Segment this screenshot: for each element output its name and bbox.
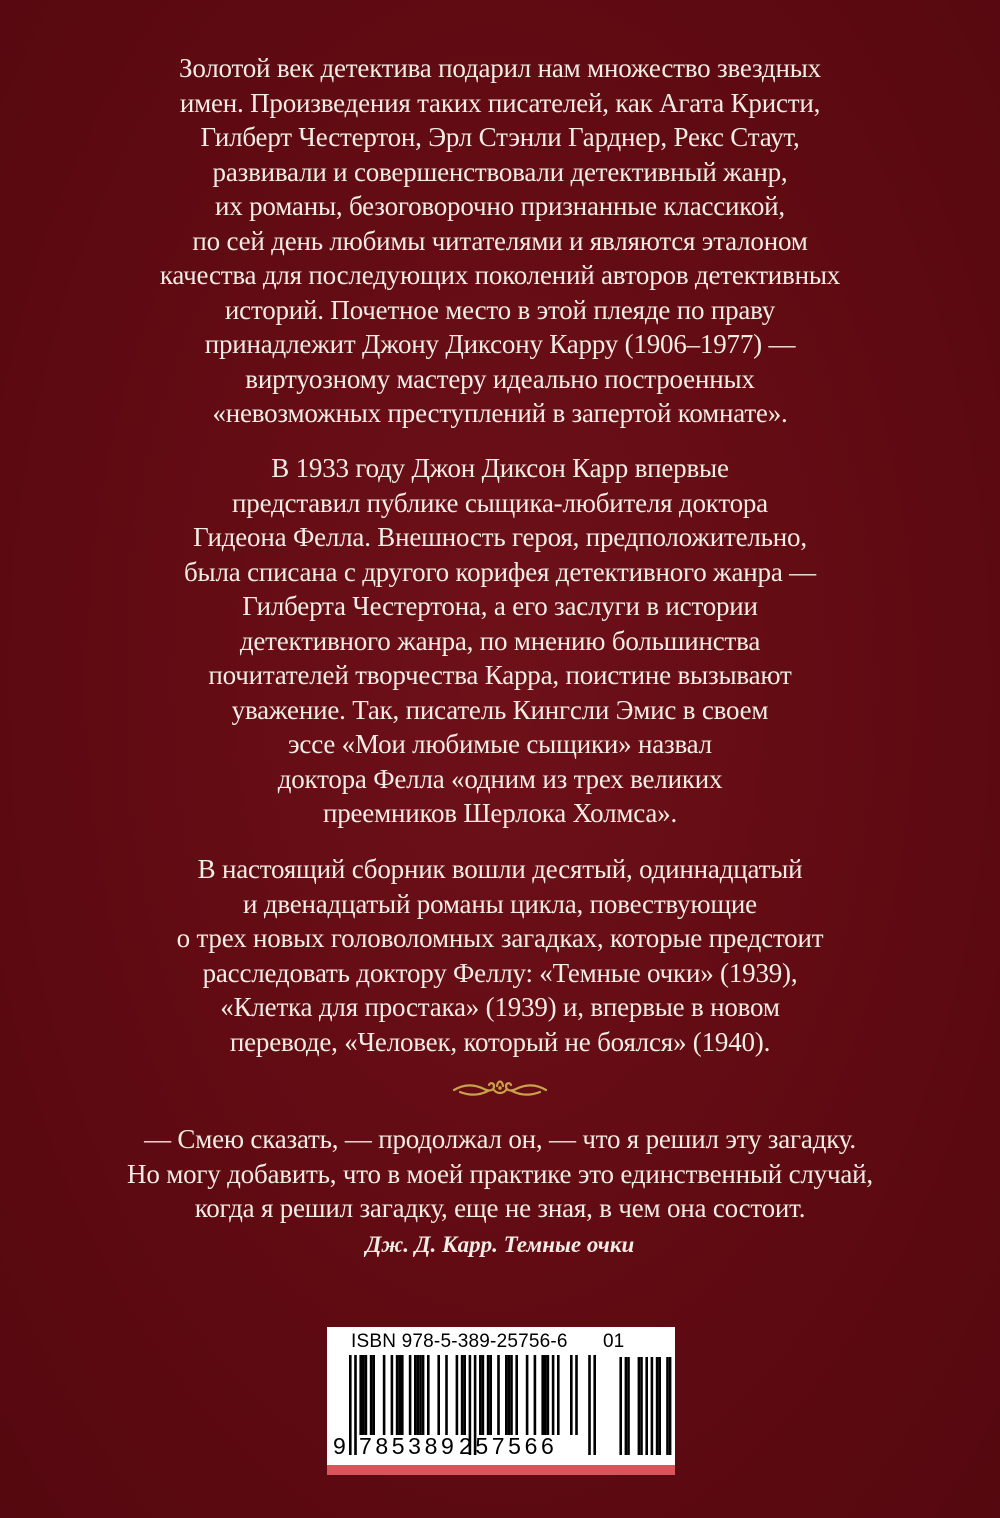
text-line: расследовать доктору Феллу: «Темные очки» (1939), — [202, 957, 798, 988]
barcode-bar — [370, 1355, 373, 1435]
barcode-bar — [557, 1355, 560, 1435]
text-line: по сей день любимы читателями и являются эталоном — [192, 225, 808, 256]
text-line: почитателей творчества Карра, поистине вызывают — [208, 660, 792, 690]
description-paragraph-3 — [60, 852, 940, 1059]
barcode-bar — [497, 1355, 500, 1435]
barcode-addon-bar — [669, 1357, 672, 1455]
barcode-addon-bar — [625, 1357, 628, 1455]
text-line: доктора Фелла «одним из трех великих — [277, 763, 723, 794]
text-line: Гилберта Честертона, а его заслуги в истории — [242, 591, 758, 621]
barcode-bar — [419, 1355, 422, 1435]
barcode-bar — [362, 1355, 365, 1435]
ean-first-digit: 9 — [333, 1433, 350, 1459]
isbn-barcode — [327, 1327, 675, 1465]
text-line: принадлежит Джону Диксону Карру (1906–1977) — — [204, 329, 796, 359]
epigraph-quote — [40, 1122, 960, 1226]
description-paragraph-1 — [60, 51, 940, 431]
barcode-addon-bar — [638, 1357, 641, 1455]
description-paragraph-2 — [60, 451, 940, 831]
text-line: качества для последующих поколений авторов детективных — [159, 260, 841, 290]
barcode-addon-bar — [645, 1357, 648, 1455]
barcode-bar — [463, 1355, 466, 1435]
barcode-bar — [534, 1355, 537, 1435]
text-line: В настоящий сборник вошли десятый, одиннадцатый — [197, 854, 803, 884]
text-line: была списана с другого корифея детективного жанра — — [184, 556, 816, 587]
barcode-bar — [487, 1355, 490, 1435]
barcode-bar — [354, 1355, 357, 1455]
barcode-band — [327, 1465, 675, 1475]
text-line: В 1933 году Джон Диксон Карр впервые — [271, 453, 729, 483]
barcode-bar — [575, 1355, 578, 1435]
barcode-addon-bar — [640, 1357, 643, 1455]
isbn-addon-digits: 01 — [603, 1331, 625, 1352]
ean-right-digits: 257566 — [459, 1433, 558, 1459]
barcode-bar — [515, 1355, 518, 1435]
barcode-bar — [505, 1355, 508, 1435]
barcode-addon-bar — [658, 1357, 661, 1455]
barcode-bar — [547, 1355, 550, 1435]
barcode-bar — [482, 1355, 485, 1435]
barcode-bar — [359, 1355, 362, 1435]
barcode-bar — [479, 1355, 482, 1435]
barcode-bar — [526, 1355, 529, 1435]
barcode-bar — [391, 1355, 394, 1435]
text-line: историй. Почетное место в этой плеяде по праву — [224, 294, 776, 325]
text-line: Гидеона Фелла. Внешность героя, предположительно, — [193, 522, 807, 552]
barcode-bar — [510, 1355, 513, 1435]
barcode-bar — [456, 1355, 459, 1435]
barcode-bar — [461, 1355, 464, 1435]
quote-attribution: Дж. Д. Карр. Темные очки — [365, 1232, 635, 1257]
barcode-bar — [541, 1355, 544, 1435]
isbn-label: ISBN 978-5-389-25756-6 — [351, 1331, 568, 1352]
barcode-bar — [508, 1355, 511, 1435]
text-line: Золотой век детектива подарил нам множество звездных — [179, 53, 821, 83]
text-line: Гилберт Честертон, Эрл Стэнли Гарднер, Рекс Стаут, — [200, 122, 800, 152]
text-line: развивали и совершенствовали детективный жанр, — [212, 156, 788, 187]
barcode-bar — [372, 1355, 375, 1435]
barcode-bar — [593, 1355, 596, 1455]
quote-line: Но могу добавить, что в моей практике это единственный случай, — [127, 1158, 873, 1189]
text-line: эссе «Мои любимые сыщики» назвал — [288, 729, 712, 759]
barcode-addon-bar — [666, 1357, 669, 1455]
barcode-bar — [417, 1355, 420, 1435]
text-line: уважение. Так, писатель Кингсли Эмис в своем — [231, 694, 769, 725]
barcode-bar — [383, 1355, 386, 1435]
quote-line: — Смею сказать, — продолжал он, — что я решил эту загадку. — [144, 1124, 856, 1154]
barcode-bar — [427, 1355, 430, 1435]
ean-left-digits: 785389 — [359, 1433, 458, 1459]
barcode-addon-bar — [656, 1357, 659, 1455]
barcode-bar — [588, 1355, 591, 1455]
barcode-bar — [396, 1355, 399, 1435]
text-line: о трех новых головоломных загадках, которые предстоит — [176, 923, 824, 953]
ornament-flourish-icon — [450, 1074, 550, 1100]
text-line: преемников Шерлока Холмса». — [322, 798, 678, 828]
barcode-bar — [414, 1355, 417, 1435]
barcode-bar — [409, 1355, 412, 1435]
barcode-bar — [552, 1355, 555, 1435]
barcode-bar — [445, 1355, 448, 1435]
text-line: виртуозному мастеру идеально построенных — [245, 363, 755, 394]
text-line: детективного жанра, по мнению большинства — [239, 625, 761, 656]
barcode-bar — [422, 1355, 425, 1435]
text-line: «Клетка для простака» (1939) и, впервые в новом — [220, 992, 780, 1022]
barcode-bar — [489, 1355, 492, 1435]
barcode-bar — [401, 1355, 404, 1435]
text-line: их романы, безоговорочно признанные классикой, — [215, 191, 785, 221]
barcode-bar — [365, 1355, 368, 1435]
text-line: и двенадцатый романы цикла, повествующие — [243, 888, 757, 919]
barcode-bar — [570, 1355, 573, 1435]
barcode-addon-bar — [627, 1357, 630, 1455]
barcode-bar — [398, 1355, 401, 1435]
barcode-bar — [437, 1355, 440, 1435]
text-line: представил публике сыщика-любителя доктора — [232, 487, 768, 518]
quote-line: когда я решил загадку, еще не зная, в чем она состоит. — [194, 1193, 806, 1223]
text-line: имен. Произведения таких писателей, как Агата Кристи, — [179, 87, 821, 118]
barcode-addon-bar — [619, 1357, 622, 1455]
barcode-bar — [544, 1355, 547, 1435]
text-line: переводе, «Человек, который не боялся» (1940). — [229, 1026, 771, 1057]
text-line: «невозможных преступлений в запертой комнате». — [212, 398, 788, 428]
barcode-addon-bar — [651, 1357, 654, 1455]
